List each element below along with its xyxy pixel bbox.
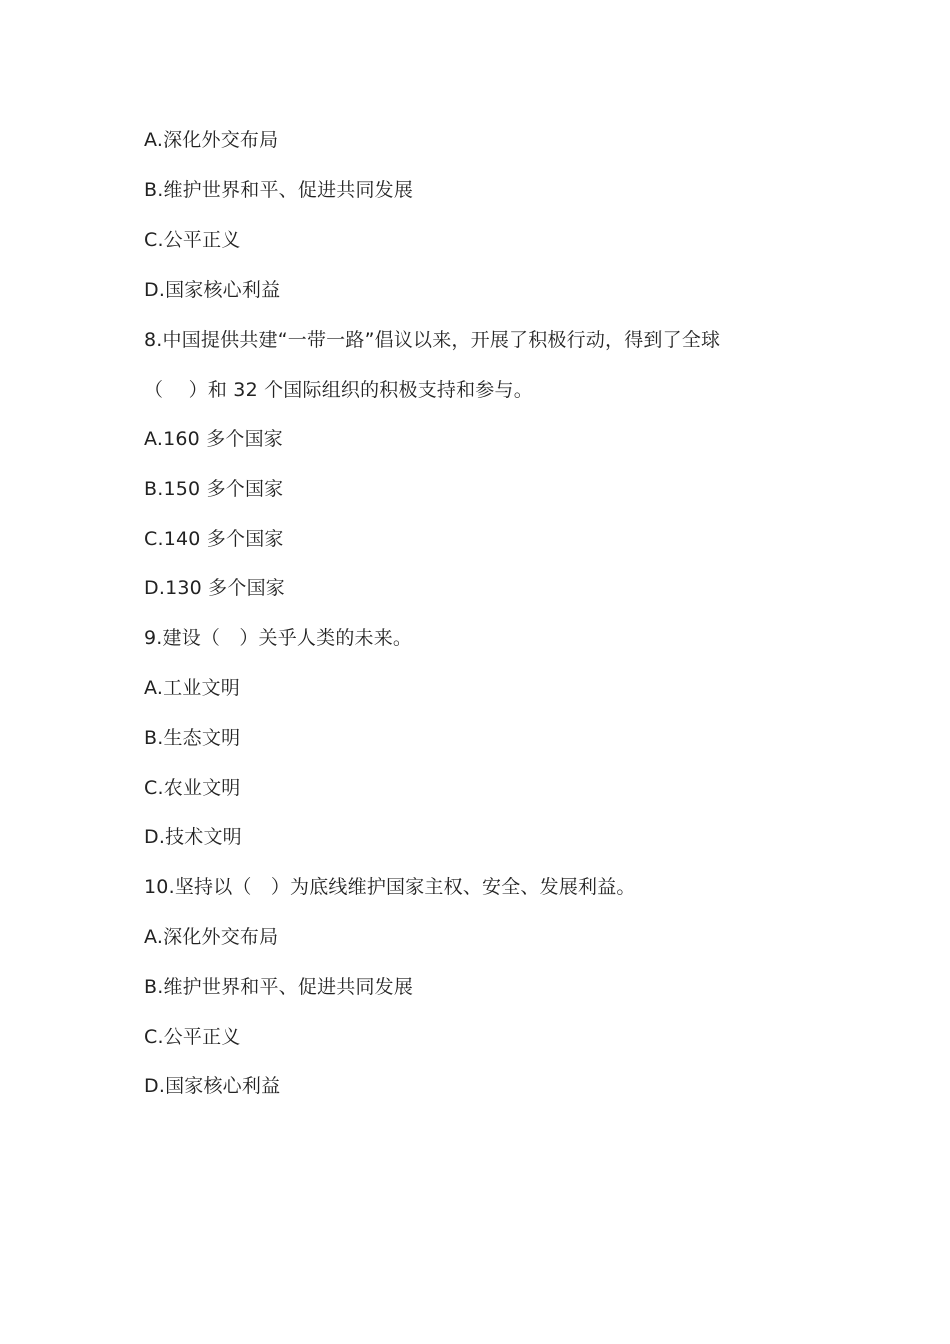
option-line: B.维护世界和平、促进共同发展 xyxy=(144,976,414,998)
option-line: C.140 多个国家 xyxy=(144,528,284,550)
option-line: D.技术文明 xyxy=(144,826,242,848)
option-line: A.160 多个国家 xyxy=(144,428,284,450)
option-line: C.公平正义 xyxy=(144,229,241,251)
question-line: 9.建设（ ）关乎人类的未来。 xyxy=(144,627,413,649)
option-line: A.工业文明 xyxy=(144,677,240,699)
question-line: 10.坚持以（ ）为底线维护国家主权、安全、发展利益。 xyxy=(144,876,636,898)
option-line: D.国家核心利益 xyxy=(144,1075,281,1097)
option-line: C.农业文明 xyxy=(144,777,241,799)
option-line: B.维护世界和平、促进共同发展 xyxy=(144,179,414,201)
option-line: C.公平正义 xyxy=(144,1026,241,1048)
option-line: A.深化外交布局 xyxy=(144,926,279,948)
question-line: 8.中国提供共建“一带一路”倡议以来，开展了积极行动，得到了全球 xyxy=(144,329,721,351)
option-line: D.国家核心利益 xyxy=(144,279,281,301)
option-line: B.150 多个国家 xyxy=(144,478,284,500)
question-continuation-line: （ ）和 32 个国际组织的积极支持和参与。 xyxy=(144,379,533,401)
option-line: D.130 多个国家 xyxy=(144,577,285,599)
option-line: B.生态文明 xyxy=(144,727,241,749)
option-line: A.深化外交布局 xyxy=(144,129,279,151)
